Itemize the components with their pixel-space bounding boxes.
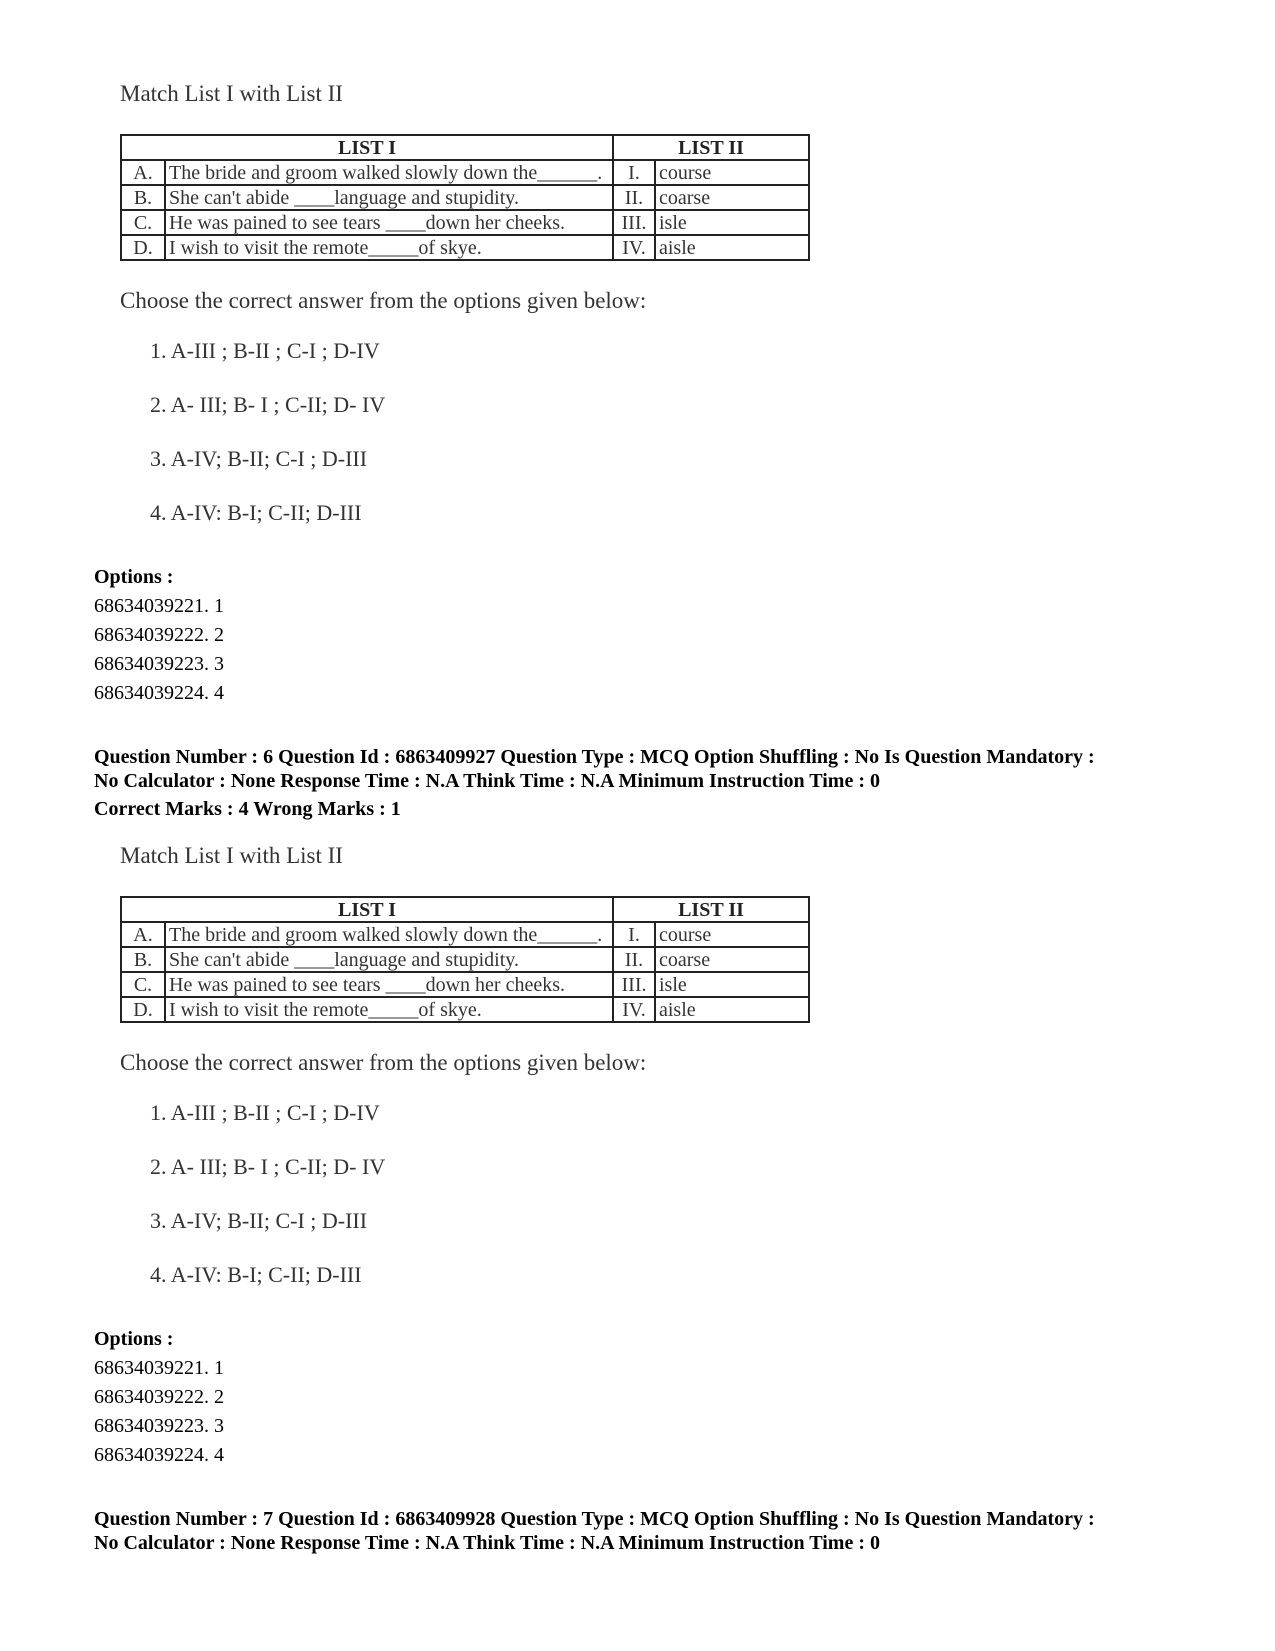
meta-line: Question Number : 6 Question Id : 6863409927 Question Type : MCQ Option Shuffling : No Is Question Mandatory : (94, 746, 1095, 768)
row-rtext: isle (655, 972, 809, 997)
row-rkey: II. (613, 947, 655, 972)
row-rkey: IV. (613, 997, 655, 1022)
options-block (94, 563, 224, 708)
list2-header: LIST II (613, 135, 809, 160)
option-item: 68634039223. 3 (94, 1415, 224, 1437)
choose-instruction: Choose the correct answer from the options given below: (120, 288, 647, 313)
row-rtext: course (655, 922, 809, 947)
marks-line: Correct Marks : 4 Wrong Marks : 1 (94, 798, 401, 820)
row-key: A. (121, 160, 165, 185)
row-key: A. (121, 922, 165, 947)
answer-item: 4. A-IV: B-I; C-II; D-III (150, 1262, 362, 1287)
list2-header: LIST II (613, 897, 809, 922)
row-key: B. (121, 185, 165, 210)
table-row (121, 160, 809, 185)
option-item: 68634039221. 1 (94, 595, 224, 617)
row-text: She can't abide ____language and stupidity. (165, 185, 613, 210)
table-row (121, 185, 809, 210)
row-key: C. (121, 210, 165, 235)
row-rtext: aisle (655, 235, 809, 260)
row-rkey: I. (613, 160, 655, 185)
question-6-block (120, 842, 820, 1315)
answer-list (120, 1099, 820, 1289)
row-key: B. (121, 947, 165, 972)
row-rtext: coarse (655, 947, 809, 972)
row-text: He was pained to see tears ____down her cheeks. (165, 210, 613, 235)
option-item: 68634039222. 2 (94, 1386, 224, 1408)
answer-item: 1. A-III ; B-II ; C-I ; D-IV (150, 1100, 380, 1125)
options-block (94, 1325, 224, 1470)
row-rtext: coarse (655, 185, 809, 210)
row-rkey: III. (613, 972, 655, 997)
table-row (121, 997, 809, 1022)
row-rkey: II. (613, 185, 655, 210)
answer-item: 2. A- III; B- I ; C-II; D- IV (150, 1154, 386, 1179)
answer-item: 2. A- III; B- I ; C-II; D- IV (150, 392, 386, 417)
list1-header: LIST I (121, 135, 613, 160)
meta-line: Question Number : 7 Question Id : 6863409928 Question Type : MCQ Option Shuffling : No Is Question Mandatory : (94, 1508, 1095, 1530)
row-key: D. (121, 235, 165, 260)
question-5-block (120, 80, 820, 553)
list1-header: LIST I (121, 897, 613, 922)
option-item: 68634039224. 4 (94, 682, 224, 704)
answer-item: 4. A-IV: B-I; C-II; D-III (150, 500, 362, 525)
option-item: 68634039223. 3 (94, 653, 224, 675)
row-rtext: aisle (655, 997, 809, 1022)
row-key: C. (121, 972, 165, 997)
question-7-meta (94, 1507, 1214, 1555)
meta-line: No Calculator : None Response Time : N.A Think Time : N.A Minimum Instruction Time : 0 (94, 770, 880, 792)
row-text: I wish to visit the remote_____of skye. (165, 997, 613, 1022)
answer-item: 1. A-III ; B-II ; C-I ; D-IV (150, 338, 380, 363)
row-text: The bride and groom walked slowly down the______. (165, 160, 613, 185)
answer-item: 3. A-IV; B-II; C-I ; D-III (150, 1208, 368, 1233)
option-item: 68634039224. 4 (94, 1444, 224, 1466)
match-table (120, 896, 810, 1023)
row-text: I wish to visit the remote_____of skye. (165, 235, 613, 260)
table-header-row (121, 135, 809, 160)
options-heading: Options : (94, 1328, 174, 1350)
table-row (121, 922, 809, 947)
row-key: D. (121, 997, 165, 1022)
row-rtext: course (655, 160, 809, 185)
row-text: She can't abide ____language and stupidity. (165, 947, 613, 972)
match-table (120, 134, 810, 261)
row-rkey: III. (613, 210, 655, 235)
option-item: 68634039221. 1 (94, 1357, 224, 1379)
meta-line: No Calculator : None Response Time : N.A Think Time : N.A Minimum Instruction Time : 0 (94, 1532, 880, 1554)
option-item: 68634039222. 2 (94, 624, 224, 646)
row-rkey: I. (613, 922, 655, 947)
table-header-row (121, 897, 809, 922)
question-title: Match List I with List II (120, 81, 343, 106)
choose-instruction: Choose the correct answer from the options given below: (120, 1050, 647, 1075)
answer-list (120, 337, 820, 527)
table-row (121, 235, 809, 260)
table-row (121, 972, 809, 997)
row-rkey: IV. (613, 235, 655, 260)
row-text: He was pained to see tears ____down her cheeks. (165, 972, 613, 997)
answer-item: 3. A-IV; B-II; C-I ; D-III (150, 446, 368, 471)
options-heading: Options : (94, 566, 174, 588)
table-row (121, 947, 809, 972)
question-6-meta (94, 745, 1214, 821)
row-text: The bride and groom walked slowly down the______. (165, 922, 613, 947)
row-rtext: isle (655, 210, 809, 235)
question-title: Match List I with List II (120, 843, 343, 868)
table-row (121, 210, 809, 235)
